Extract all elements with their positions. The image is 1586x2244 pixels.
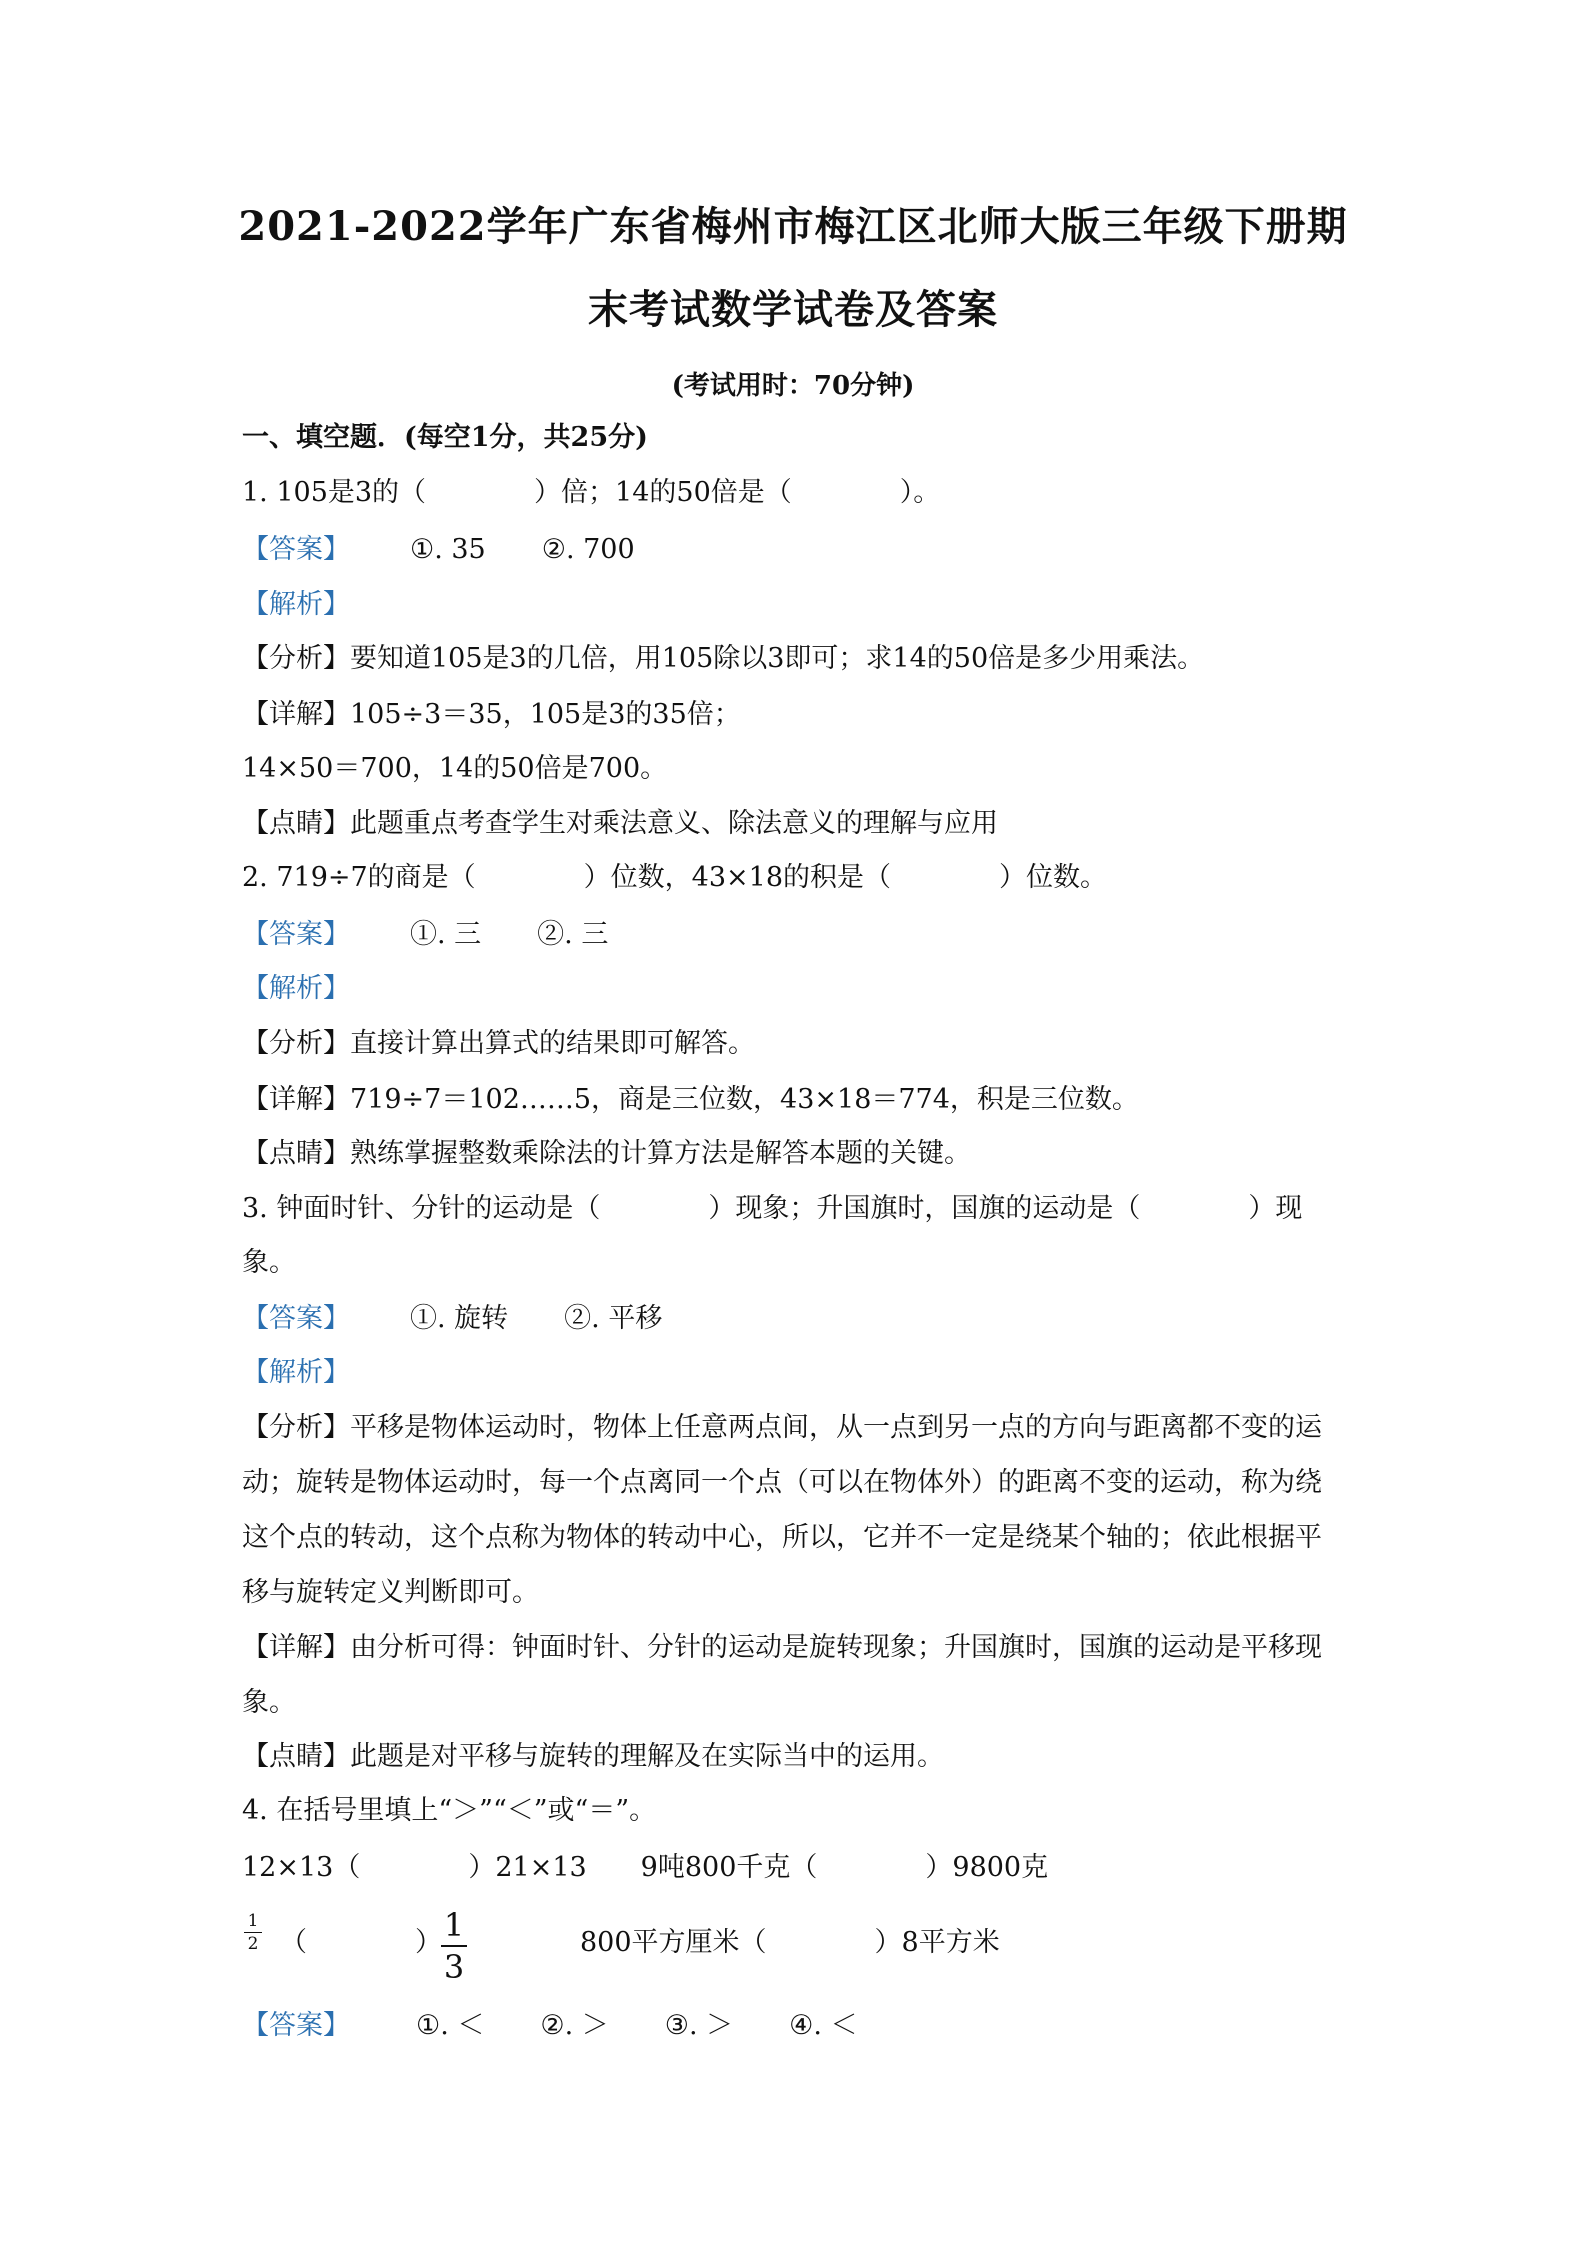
fraction-denominator: 3 [443,1948,465,1986]
question-2: 2. 719÷7的商是（ ）位数，43×18的积是（ ）位数。 [242,862,1108,893]
fraction-denominator: 2 [247,1934,259,1954]
answer-row-1 [242,527,1362,566]
analysis-tag: 【解析】 [242,973,350,1004]
question-3: 3. 钟面时针、分针的运动是（ ）现象；升国旗时，国旗的运动是（ ）现 [242,1193,1303,1224]
fraction-one-half [244,1910,262,1955]
answer-tag: 【答案】 [242,919,350,950]
compare-row-1 [242,1845,1362,1884]
analysis-tag: 【解析】 [242,589,350,620]
document-title-line2: 末考试数学试卷及答案 [588,286,998,333]
analysis-text: 【分析】要知道105是3的几倍，用105除以3即可；求14的50倍是多少用乘法。 [242,643,1205,674]
question-4: 4. 在括号里填上“＞”“＜”或“＝”。 [242,1795,657,1826]
detail-text: 【详解】105÷3＝35，105是3的35倍； [242,699,741,730]
answer-row-3 [242,1296,1362,1335]
summary-text: 【点睛】此题重点考查学生对乘法意义、除法意义的理解与应用 [242,808,998,839]
answer-tag: 【答案】 [242,2010,350,2041]
answer-tag: 【答案】 [242,534,350,565]
answer-value: ①. ＜ [416,2010,485,2041]
analysis-text: 这个点的转动，这个点称为物体的转动中心，所以，它并不一定是绕某个轴的；依此根据平 [242,1522,1322,1553]
question-3-cont: 象。 [242,1247,296,1278]
analysis-text: 移与旋转定义判断即可。 [242,1577,539,1608]
analysis-text: 【分析】直接计算出算式的结果即可解答。 [242,1028,755,1059]
fraction-one-third [441,1905,467,1987]
answer-value: ②. 平移 [564,1303,663,1334]
detail-text: 象。 [242,1687,296,1718]
answer-value: ②. 三 [537,919,609,950]
answer-value: ④. ＜ [789,2010,858,2041]
exam-duration: (考试用时：70分钟) [671,371,915,401]
answer-value: ③. ＞ [664,2010,734,2041]
document-title-line1: 2021-2022学年广东省梅州市梅江区北师大版三年级下册期 [238,203,1348,250]
answer-value: ②. ＞ [540,2010,609,2041]
answer-value: ②. 700 [541,534,635,565]
detail-text: 【详解】719÷7＝102……5，商是三位数，43×18＝774，积是三位数。 [242,1084,1139,1115]
detail-text: 14×50＝700，14的50倍是700。 [242,753,668,784]
answer-value: ①. 35 [410,534,486,565]
answer-row-4 [242,2003,1362,2042]
detail-text: 【详解】由分析可得：钟面时针、分针的运动是旋转现象；升国旗时，国旗的运动是平移现 [242,1632,1322,1663]
question-1: 1. 105是3的（ ）倍；14的50倍是（ ）。 [242,477,941,508]
compare-item: 800平方厘米（ ）8平方米 [580,1927,1000,1958]
analysis-tag: 【解析】 [242,1357,350,1388]
compare-item: 12×13（ ）21×13 [242,1852,587,1883]
section-heading: 一、填空题．(每空1分，共25分) [242,422,648,453]
answer-row-2 [242,912,1362,951]
answer-value: ①. 旋转 [410,1303,509,1334]
compare-item: 9吨800千克（ ）9800克 [640,1852,1049,1883]
fraction-numerator: 1 [244,1910,262,1933]
answer-tag: 【答案】 [242,1303,350,1334]
compare-blank: （ ） [280,1927,442,1958]
fraction-numerator: 1 [441,1905,467,1947]
analysis-text: 动；旋转是物体运动时，每一个点离同一个点（可以在物体外）的距离不变的运动，称为绕 [242,1467,1322,1498]
summary-text: 【点睛】熟练掌握整数乘除法的计算方法是解答本题的关键。 [242,1138,971,1169]
analysis-text: 【分析】平移是物体运动时，物体上任意两点间，从一点到另一点的方向与距离都不变的运 [242,1412,1322,1443]
answer-value: ①. 三 [410,919,482,950]
summary-text: 【点睛】此题是对平移与旋转的理解及在实际当中的运用。 [242,1741,944,1772]
